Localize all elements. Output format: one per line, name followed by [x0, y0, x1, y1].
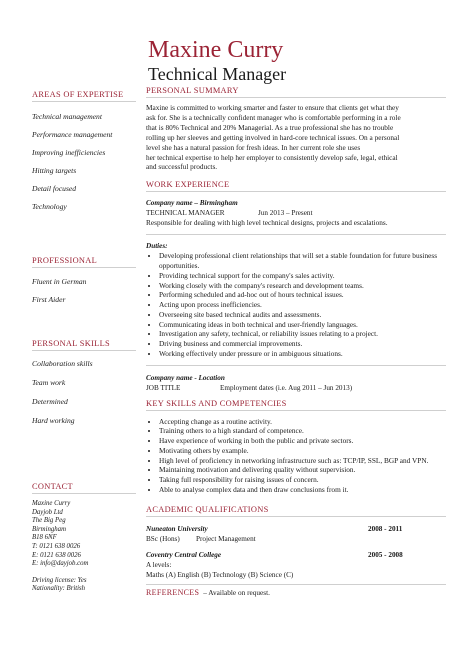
list-item: • Working closely with the company's research and development teams.: [159, 281, 446, 291]
list-item: • Performing scheduled and ad-hoc out of hours technical issues.: [159, 290, 446, 300]
job1-company: Company name – Birmingham: [146, 199, 238, 208]
divider: [146, 584, 446, 585]
skills-section-heading: KEY SKILLS AND COMPETENCIES: [146, 399, 446, 411]
duties-list: [146, 251, 446, 358]
references-value: – Available on request.: [203, 587, 270, 597]
skills-heading: PERSONAL SKILLS: [32, 339, 136, 351]
references-row: [146, 588, 446, 597]
contact-line: The Big Peg: [32, 517, 66, 525]
qualification-row: [146, 534, 446, 544]
list-item: • Accepting change as a routine activity.: [159, 417, 446, 427]
list-item: • Driving business and commercial improvements.: [159, 339, 446, 349]
job1-role: TECHNICAL MANAGER: [146, 209, 225, 218]
list-item: • Developing professional client relationships that will set a stable foundation for future business opportunities.: [159, 251, 446, 271]
contact-line: Birmingham: [32, 525, 66, 533]
expertise-item: Performance management: [32, 130, 113, 139]
qualifications-heading: ACADEMIC QUALIFICATIONS: [146, 505, 446, 517]
expertise-item: Technical management: [32, 112, 102, 121]
skill-item: Team work: [32, 378, 66, 387]
summary-text: Maxine is committed to working smarter and faster to ensure that clients get what they ask for. She is a technically confident manager who is comfortable performing in a role that is 80% Technical and 20% Managerial. As a true professional she has no trouble rolling up her sleeves and getting involved in hard-core technical issues. On a personal level she has a natural passion for fresh ideas. In her current role she uses her technical expertise to help her employer to consistently develop safe, legal, ethical and successful products.: [146, 103, 401, 172]
skills-list: [146, 417, 446, 495]
experience-heading: WORK EXPERIENCE: [146, 180, 446, 192]
expertise-item: Technology: [32, 202, 67, 211]
skill-item: Determined: [32, 397, 68, 406]
list-item: • Able to analyse complex data and then draw conclusions from it.: [159, 485, 446, 495]
expertise-item: Detail focused: [32, 184, 77, 193]
driving-license: Driving license: Yes: [32, 576, 87, 584]
alevels-label: A levels:: [146, 560, 172, 569]
school2-name: Coventry Central College: [146, 550, 222, 559]
job1-dates: Jun 2013 – Present: [258, 209, 313, 218]
list-item: • Taking full responsibility for raising issues of concern.: [159, 475, 446, 485]
contact-email[interactable]: E: info@dayjob.com: [32, 560, 89, 568]
divider: [146, 234, 446, 235]
list-item: • High level of proficiency in networking infrastructure such as: TCP/IP, SSL, BGP and VPN.: [159, 456, 446, 466]
list-item: • Communicating ideas in both technical and user-friendly languages.: [159, 320, 446, 330]
job2-role-row: [146, 383, 446, 393]
contact-line: Maxine Curry: [32, 500, 71, 507]
sidebar: [32, 90, 136, 594]
duties-heading: Duties:: [146, 242, 168, 251]
contact-line: Dayjob Ltd: [32, 508, 63, 516]
list-item: • Maintaining motivation and delivering quality without supervision.: [159, 465, 446, 475]
list-item: • Providing technical support for the company's sales activity.: [159, 271, 446, 281]
professional-heading: PROFESSIONAL: [32, 256, 136, 268]
list-item: • Working effectively under pressure or in ambiguous situations.: [159, 349, 446, 359]
expertise-item: Improving inefficiencies: [32, 148, 106, 157]
job1-role-row: [146, 208, 446, 218]
expertise-item: Hitting targets: [32, 166, 77, 175]
contact-line: E: 0121 638 0026: [32, 551, 81, 559]
job2-company: Company name - Location: [146, 373, 225, 382]
skill-item: Hard working: [32, 416, 75, 425]
list-item: • Training others to a high standard of competence.: [159, 426, 446, 436]
list-item: • Acting upon process inefficiencies.: [159, 300, 446, 310]
professional-item: Fluent in German: [32, 277, 87, 286]
contact-line: B18 6NF: [32, 534, 57, 542]
list-item: • Overseeing site based technical audits and assessments.: [159, 310, 446, 320]
divider: [146, 365, 446, 366]
school1-name: Nuneaton University: [146, 524, 208, 533]
contact-heading: CONTACT: [32, 482, 136, 494]
contact-line: T: 0121 638 0026: [32, 542, 81, 550]
professional-item: First Aider: [32, 295, 66, 304]
list-item: • Investigation any safety, technical, or reliability issues relating to a project.: [159, 329, 446, 339]
expertise-heading: AREAS OF EXPERTISE: [32, 90, 136, 102]
school2-years: 2005 - 2008: [368, 550, 403, 559]
job1-description: Responsible for dealing with high level technical designs, projects and escalations.: [146, 218, 388, 228]
school1-years: 2008 - 2011: [368, 524, 403, 533]
alevels-grades: Maths (A) English (B) Technology (B) Science (C): [146, 570, 294, 579]
summary-heading: PERSONAL SUMMARY: [146, 86, 446, 98]
job2-role: JOB TITLE: [146, 383, 181, 392]
skill-item: Collaboration skills: [32, 359, 93, 368]
job-title-heading: Technical Manager: [148, 64, 287, 84]
degree1-subject: Project Management: [196, 534, 256, 543]
qualification-row: [146, 524, 446, 534]
references-heading: REFERENCES: [146, 587, 200, 597]
list-item: • Have experience of working in both the public and private sectors.: [159, 436, 446, 446]
candidate-name: Maxine Curry: [148, 37, 284, 63]
nationality: Nationality: British: [32, 585, 86, 593]
job2-dates: Employment dates (i.e. Aug 2011 – Jun 2013): [220, 383, 353, 392]
main-column: [146, 86, 446, 597]
qualification-row: [146, 550, 446, 560]
degree1: BSc (Hons): [146, 534, 180, 543]
list-item: • Motivating others by example.: [159, 446, 446, 456]
